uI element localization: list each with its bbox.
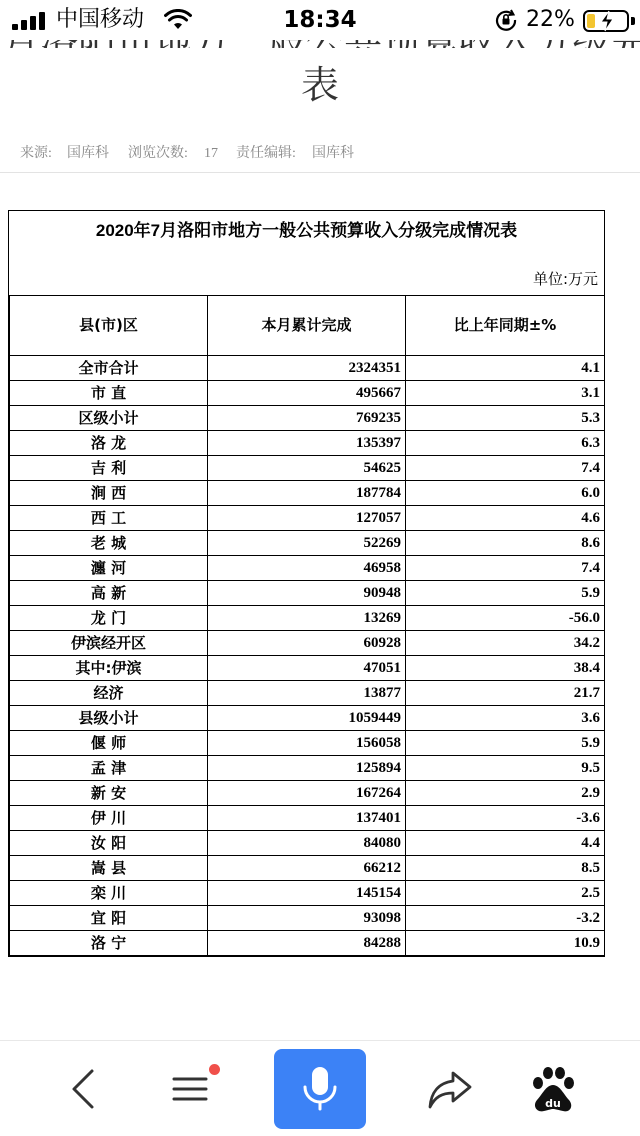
table-row	[10, 906, 605, 931]
menu-button[interactable]	[162, 1059, 222, 1119]
district-cell: 经济	[10, 681, 208, 706]
cumulative-cell: 13269	[208, 606, 406, 631]
svg-text:du: du	[545, 1097, 561, 1110]
table-row	[10, 431, 605, 456]
yoy-cell: 2.5	[406, 881, 605, 906]
yoy-cell: 5.9	[406, 581, 605, 606]
table-title: 2020年7月洛阳市地方一般公共预算收入分级完成情况表	[95, 221, 518, 240]
yoy-cell: 9.5	[406, 756, 605, 781]
yoy-cell: 38.4	[406, 656, 605, 681]
district-cell: 县级小计	[10, 706, 208, 731]
clock: 18:34	[283, 7, 357, 33]
cumulative-cell: 13877	[208, 681, 406, 706]
cumulative-cell: 46958	[208, 556, 406, 581]
yoy-cell: 5.9	[406, 731, 605, 756]
table-row	[10, 781, 605, 806]
table-row	[10, 856, 605, 881]
cumulative-cell: 47051	[208, 656, 406, 681]
cumulative-cell: 125894	[208, 756, 406, 781]
yoy-cell: 7.4	[406, 456, 605, 481]
yoy-cell: 5.3	[406, 406, 605, 431]
district-cell: 栾 川	[10, 881, 208, 906]
table-row	[10, 831, 605, 856]
district-cell: 宜 阳	[10, 906, 208, 931]
yoy-cell: -56.0	[406, 606, 605, 631]
cumulative-cell: 137401	[208, 806, 406, 831]
cumulative-cell: 145154	[208, 881, 406, 906]
notification-badge	[209, 1064, 220, 1075]
divider	[0, 172, 640, 173]
cumulative-cell: 187784	[208, 481, 406, 506]
yoy-cell: 34.2	[406, 631, 605, 656]
yoy-cell: 7.4	[406, 556, 605, 581]
yoy-cell: -3.6	[406, 806, 605, 831]
carrier-label: 中国移动	[56, 7, 145, 32]
battery-nub	[631, 17, 635, 25]
column-header-cumulative: 本月累计完成	[208, 296, 406, 356]
table-row	[10, 581, 605, 606]
yoy-cell: -3.2	[406, 906, 605, 931]
district-cell: 新 安	[10, 781, 208, 806]
cumulative-cell: 52269	[208, 531, 406, 556]
district-cell: 汝 阳	[10, 831, 208, 856]
district-cell: 洛 龙	[10, 431, 208, 456]
baidu-paw-icon[interactable]	[522, 1059, 582, 1119]
cumulative-cell: 769235	[208, 406, 406, 431]
table-row	[10, 731, 605, 756]
table-row	[10, 481, 605, 506]
cumulative-cell: 2324351	[208, 356, 406, 381]
district-cell: 老 城	[10, 531, 208, 556]
yoy-cell: 4.6	[406, 506, 605, 531]
page-title: 表	[300, 63, 339, 107]
yoy-cell: 2.9	[406, 781, 605, 806]
table-row	[10, 656, 605, 681]
table-row	[10, 381, 605, 406]
yoy-cell: 6.3	[406, 431, 605, 456]
table-row	[10, 631, 605, 656]
table-row	[10, 931, 605, 956]
status-bar	[0, 0, 640, 40]
district-cell: 伊滨经开区	[10, 631, 208, 656]
article-meta	[0, 143, 640, 165]
district-cell: 龙 门	[10, 606, 208, 631]
cumulative-cell: 84080	[208, 831, 406, 856]
battery-percent: 22%	[526, 7, 575, 32]
district-cell: 涧 西	[10, 481, 208, 506]
cumulative-cell: 135397	[208, 431, 406, 456]
cumulative-cell: 167264	[208, 781, 406, 806]
table-row	[10, 606, 605, 631]
district-cell: 洛 宁	[10, 931, 208, 956]
cumulative-cell: 66212	[208, 856, 406, 881]
voice-search-button[interactable]	[274, 1049, 366, 1129]
header-row	[10, 296, 605, 356]
district-cell: 嵩 县	[10, 856, 208, 881]
table-row	[10, 506, 605, 531]
charging-bolt-icon	[598, 10, 616, 32]
views-label: 浏览次数:	[128, 146, 188, 161]
yoy-cell: 3.6	[406, 706, 605, 731]
bottom-toolbar	[0, 1040, 640, 1136]
district-cell: 伊 川	[10, 806, 208, 831]
table-row	[10, 756, 605, 781]
table-row	[10, 706, 605, 731]
table-row	[10, 531, 605, 556]
table-row	[10, 681, 605, 706]
cumulative-cell: 90948	[208, 581, 406, 606]
data-grid	[9, 295, 605, 956]
yoy-cell: 21.7	[406, 681, 605, 706]
yoy-cell: 10.9	[406, 931, 605, 956]
district-cell: 偃 师	[10, 731, 208, 756]
views-count: 17	[204, 146, 218, 161]
share-button[interactable]	[420, 1059, 480, 1119]
microphone-icon	[274, 1049, 366, 1129]
report-table	[8, 210, 605, 957]
cumulative-cell: 93098	[208, 906, 406, 931]
table-row	[10, 406, 605, 431]
column-header-yoy: 比上年同期±%	[406, 296, 605, 356]
table-row	[10, 881, 605, 906]
yoy-cell: 8.6	[406, 531, 605, 556]
yoy-cell: 8.5	[406, 856, 605, 881]
cumulative-cell: 127057	[208, 506, 406, 531]
district-cell: 区级小计	[10, 406, 208, 431]
table-row	[10, 356, 605, 381]
district-cell: 市 直	[10, 381, 208, 406]
rotation-lock-icon	[495, 9, 517, 31]
district-cell: 全市合计	[10, 356, 208, 381]
district-cell: 西 工	[10, 506, 208, 531]
back-button[interactable]	[52, 1059, 112, 1119]
editor-label: 责任编辑:	[236, 146, 296, 161]
table-row	[10, 456, 605, 481]
cumulative-cell: 60928	[208, 631, 406, 656]
source-label: 来源:	[20, 146, 52, 161]
table-unit: 单位:万元	[532, 270, 598, 288]
district-cell: 高 新	[10, 581, 208, 606]
yoy-cell: 4.4	[406, 831, 605, 856]
source-value: 国库科	[67, 146, 109, 161]
table-row	[10, 806, 605, 831]
yoy-cell: 3.1	[406, 381, 605, 406]
cumulative-cell: 156058	[208, 731, 406, 756]
cumulative-cell: 1059449	[208, 706, 406, 731]
cumulative-cell: 495667	[208, 381, 406, 406]
yoy-cell: 6.0	[406, 481, 605, 506]
district-cell: 瀍 河	[10, 556, 208, 581]
district-cell: 孟 津	[10, 756, 208, 781]
table-row	[10, 556, 605, 581]
yoy-cell: 4.1	[406, 356, 605, 381]
cumulative-cell: 54625	[208, 456, 406, 481]
editor-value: 国库科	[312, 146, 354, 161]
district-cell: 其中:伊滨	[10, 656, 208, 681]
cumulative-cell: 84288	[208, 931, 406, 956]
column-header-district: 县(市)区	[10, 296, 208, 356]
district-cell: 吉 利	[10, 456, 208, 481]
